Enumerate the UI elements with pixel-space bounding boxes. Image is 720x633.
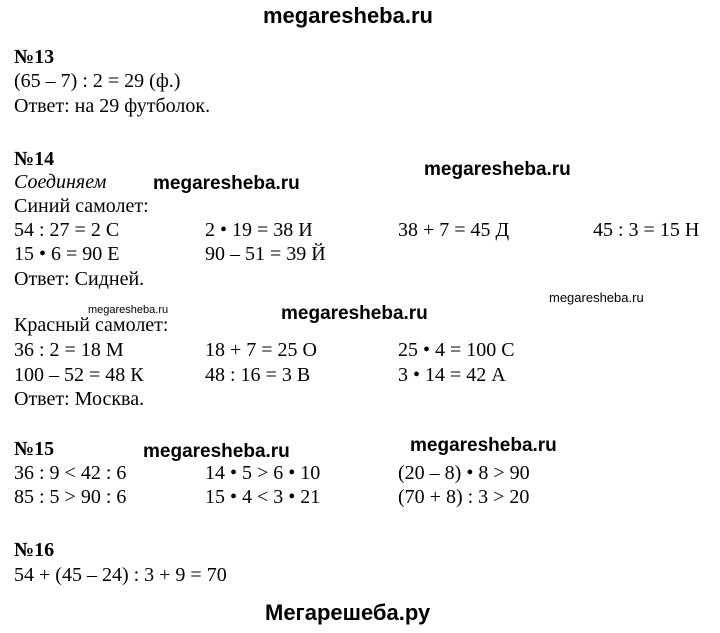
watermark: megaresheba.ru	[549, 290, 644, 305]
blue-expression: 54 : 27 = 2 С	[14, 219, 120, 241]
red-expression: 18 + 7 = 25 О	[205, 339, 318, 361]
task-15-title: №15	[14, 438, 55, 460]
red-expression: 25 • 4 = 100 С	[398, 339, 515, 361]
blue-plane-title: Синий самолет:	[14, 195, 149, 217]
red-expression: 48 : 16 = 3 В	[205, 364, 311, 386]
blue-expression: 2 • 19 = 38 И	[205, 219, 313, 241]
red-expression: 36 : 2 = 18 М	[14, 339, 124, 361]
red-expression: 3 • 14 = 42 А	[398, 364, 506, 386]
comparison: (20 – 8) • 8 > 90	[398, 462, 530, 484]
comparison: 36 : 9 < 42 : 6	[14, 462, 127, 484]
red-plane-answer: Ответ: Москва.	[14, 388, 145, 410]
watermark: megaresheba.ru	[410, 435, 557, 456]
blue-expression: 15 • 6 = 90 Е	[14, 243, 120, 265]
header-site-title: megaresheba.ru	[263, 3, 433, 28]
task-16-expression: 54 + (45 – 24) : 3 + 9 = 70	[14, 564, 227, 586]
watermark: megaresheba.ru	[153, 173, 300, 194]
comparison: (70 + 8) : 3 > 20	[398, 486, 530, 508]
blue-expression: 38 + 7 = 45 Д	[398, 219, 510, 241]
task-13-answer: Ответ: на 29 футболок.	[14, 95, 211, 117]
blue-expression: 90 – 51 = 39 Й	[205, 243, 326, 265]
red-expression: 100 – 52 = 48 К	[14, 364, 144, 386]
blue-plane-answer: Ответ: Сидней.	[14, 268, 145, 290]
comparison: 15 • 4 < 3 • 21	[205, 486, 321, 508]
task-13-expression: (65 – 7) : 2 = 29 (ф.)	[14, 70, 181, 92]
footer-site-title: Мегарешеба.ру	[265, 600, 431, 625]
task-14-subtitle: Соединяем	[14, 171, 107, 193]
red-plane-title: Красный самолет:	[14, 314, 169, 336]
watermark: megaresheba.ru	[424, 159, 571, 180]
watermark: megaresheba.ru	[88, 304, 169, 316]
task-14-title: №14	[14, 148, 55, 170]
task-16-title: №16	[14, 539, 55, 561]
blue-expression: 45 : 3 = 15 Н	[593, 219, 700, 241]
task-13-title: №13	[14, 46, 55, 68]
comparison: 14 • 5 > 6 • 10	[205, 462, 321, 484]
comparison: 85 : 5 > 90 : 6	[14, 486, 127, 508]
watermark: megaresheba.ru	[281, 303, 428, 324]
watermark: megaresheba.ru	[143, 441, 290, 462]
